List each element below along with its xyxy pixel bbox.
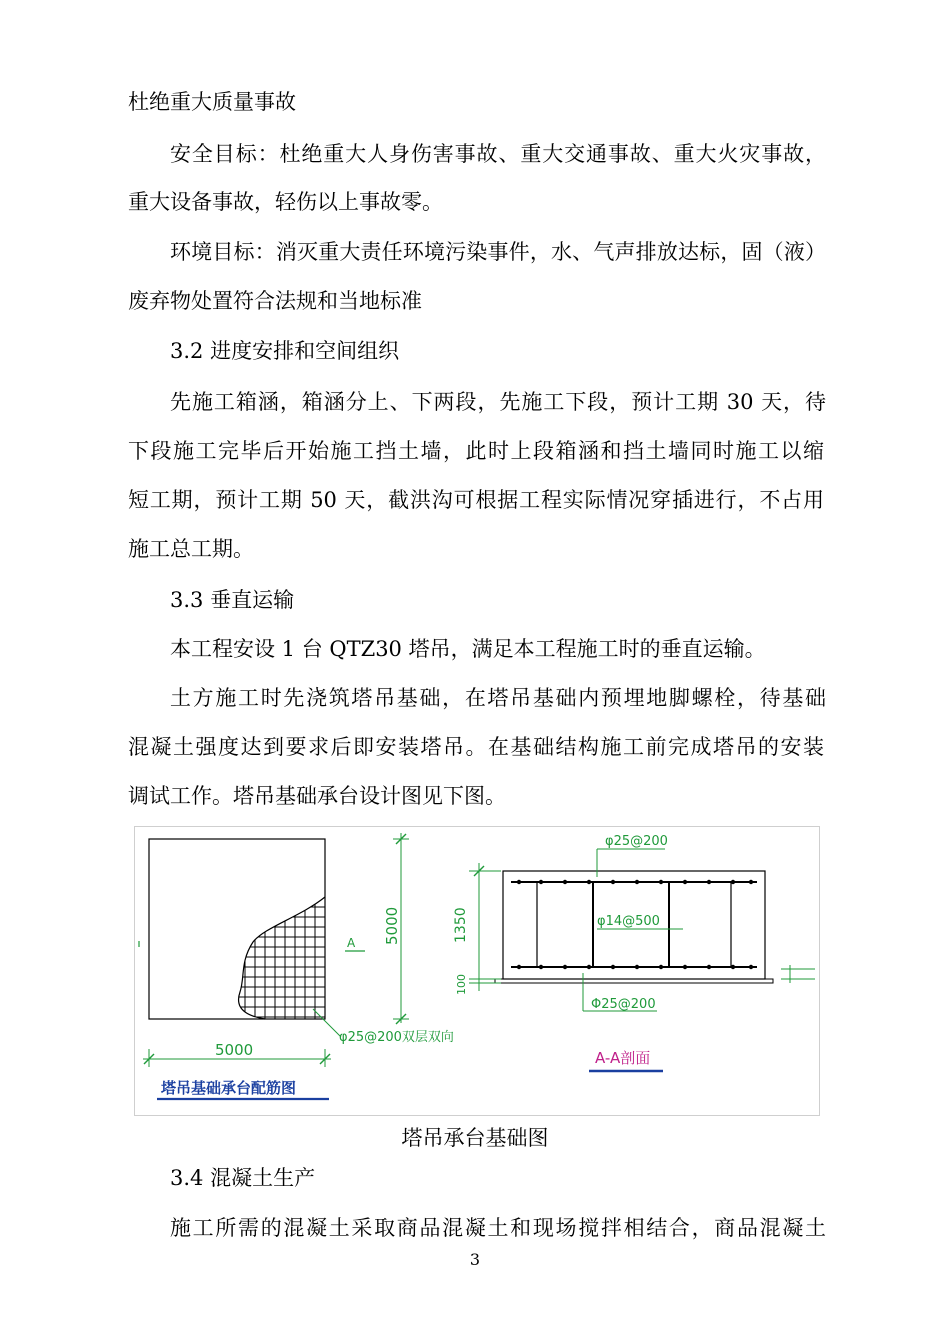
section-heading: 3.2 进度安排和空间组织 xyxy=(170,339,400,363)
text-line xyxy=(128,437,824,465)
bottom-rebar-label: Φ25@200 xyxy=(591,997,656,1012)
text-span: 施工所需的混凝土采取商品混凝土和现场搅拌相结合，商品混凝土 xyxy=(170,1216,826,1240)
tower-crane-foundation-figure xyxy=(134,826,820,1116)
rebar-label: φ25@200双层双向 xyxy=(339,1030,454,1045)
section-heading: 3.4 混凝土生产 xyxy=(170,1166,316,1190)
top-rebar-label: φ25@200 xyxy=(605,834,668,849)
text-span: 先施工箱涵，箱涵分上、下两段，先施工下段，预计工期 30 天，待 xyxy=(170,390,826,414)
text-line: 施工总工期。 xyxy=(128,537,254,561)
text-span: 混凝土强度达到要求后即安装塔吊。在基础结构施工前完成塔吊的安装 xyxy=(128,735,824,759)
text-line xyxy=(170,684,826,712)
figure-drawing xyxy=(135,827,819,1115)
dim-vertical-label: 5000 xyxy=(383,906,401,945)
section-heading: 3.3 垂直运输 xyxy=(170,588,295,612)
text-line xyxy=(170,140,826,168)
section-height-label: 1350 xyxy=(453,907,469,943)
text-line: 重大设备事故，轻伤以上事故零。 xyxy=(128,190,443,214)
text-span: 下段施工完毕后开始施工挡土墙，此时上段箱涵和挡土墙同时施工以缩 xyxy=(128,439,824,463)
section-mark-label: A xyxy=(347,936,356,950)
text-span: 土方施工时先浇筑塔吊基础，在塔吊基础内预埋地脚螺栓，待基础 xyxy=(170,686,826,710)
text-line: 本工程安设 1 台 QTZ30 塔吊，满足本工程施工时的垂直运输。 xyxy=(170,637,766,661)
figure-caption: 塔吊承台基础图 xyxy=(401,1126,549,1150)
text-span: 环境目标：消灭重大责任环境污染事件，水、气声排放达标，固（液） xyxy=(170,240,826,264)
plan-outline xyxy=(149,839,325,1019)
dim-horizontal-label: 5000 xyxy=(215,1041,254,1059)
text-line xyxy=(170,238,826,266)
text-line xyxy=(128,733,824,761)
text-span: 安全目标：杜绝重大人身伤害事故、重大交通事故、重大火灾事故， xyxy=(170,142,826,166)
stirrup-label: φ14@500 xyxy=(597,914,660,929)
text-line: 调试工作。塔吊基础承台设计图见下图。 xyxy=(128,784,506,808)
cutaway-edge xyxy=(239,897,325,1019)
text-line xyxy=(170,1214,826,1242)
section-title: A-A剖面 xyxy=(595,1049,651,1067)
text-line xyxy=(128,486,824,514)
plan-title: 塔吊基础承台配筋图 xyxy=(161,1079,297,1097)
text-line xyxy=(170,388,826,416)
text-span: 短工期，预计工期 50 天，截洪沟可根据工程实际情况穿插进行，不占用 xyxy=(128,488,824,512)
rebar-leader xyxy=(313,1009,341,1037)
section-base-label: 100 xyxy=(455,974,468,995)
text-line: 废弃物处置符合法规和当地标准 xyxy=(128,289,422,313)
section-view xyxy=(453,834,815,1071)
page-number: 3 xyxy=(469,1250,481,1269)
text-line: 杜绝重大质量事故 xyxy=(128,90,296,114)
plan-view xyxy=(139,833,454,1099)
